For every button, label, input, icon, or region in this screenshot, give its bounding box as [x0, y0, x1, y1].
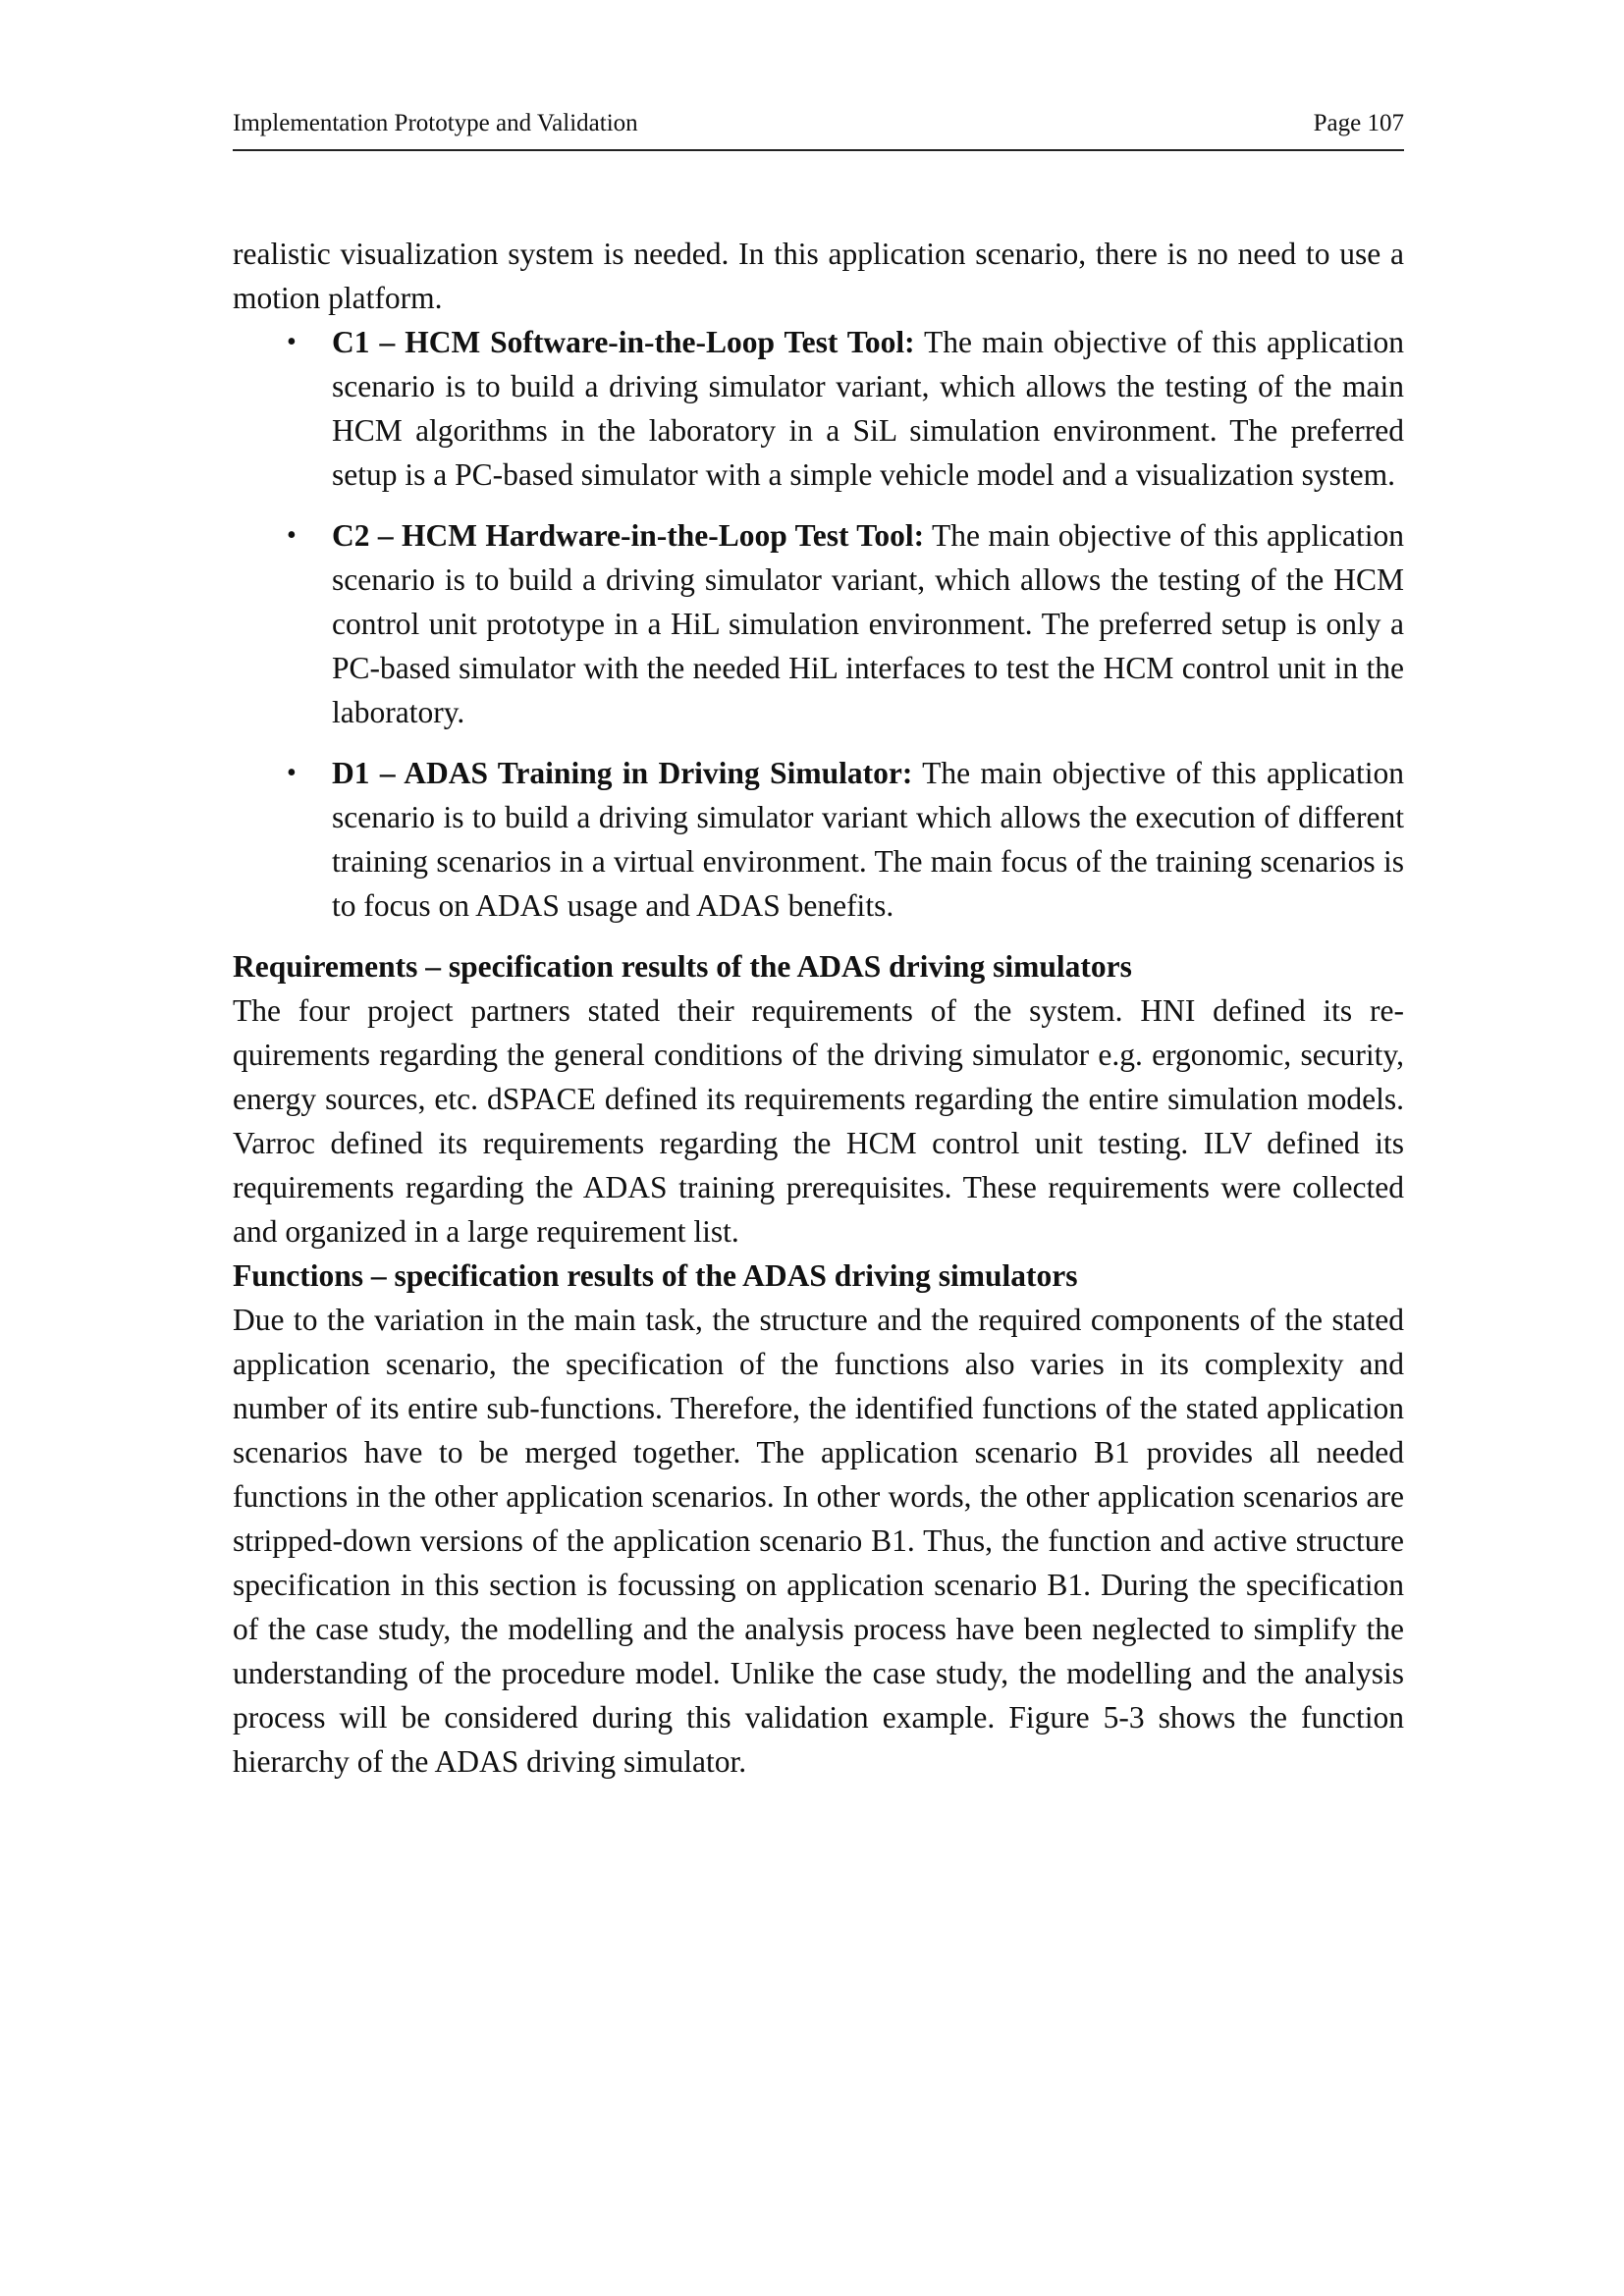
bullet-icon: •: [287, 758, 297, 788]
page-header: [233, 108, 1404, 151]
list-item-body: The main objective of this application scenario is to build a driving simulator variant which allows the execution of different training scenarios in a virtual environment. The main focus of the training scenarios is to focus on ADAS usage and ADAS benefits.: [332, 756, 1404, 923]
list-item-body: The main objective of this application scenario is to build a driving simulator variant, which allows the testing of the main HCM algorithms in the laboratory in a SiL simulation environment. The preferred setup is a PC-based simulator with a simple vehicle model and a visualization system.: [332, 325, 1404, 492]
list-item-body: The main objective of this application scenario is to build a driving simulator variant, which allows the testing of the HCM control unit prototype in a HiL simulation environment. The preferred setup is only a PC-based simulator with the needed HiL interfaces to test the HCM control unit in the laboratory.: [332, 518, 1404, 729]
list-item-text: [332, 320, 1404, 497]
scenario-list: [233, 320, 1404, 928]
list-item-term: D1 – ADAS Training in Driving Simulator:: [332, 756, 913, 790]
bullet-icon: •: [287, 327, 297, 357]
intro-paragraph: realistic visualization system is needed. In this application scenario, there is no need to use a motion platform.: [233, 237, 1404, 315]
functions-heading: Functions – specification results of the ADAS driving simulators: [233, 1258, 1078, 1293]
requirements-heading: Requirements – specification results of the ADAS driving simulators: [233, 949, 1132, 984]
page-body: [233, 232, 1404, 1784]
list-item: [233, 751, 1404, 928]
page-number: Page 107: [1313, 110, 1404, 136]
list-item: [233, 320, 1404, 497]
list-item: [233, 513, 1404, 734]
list-item-text: [332, 513, 1404, 734]
functions-paragraph: Due to the variation in the main task, the structure and the required components of the stated application scenario, the specification of the functions also varies in its complexity and number of its entire sub-functions. Therefore, the identified functions of the stated application scenarios have to be merged together. The application scenario B1 provides all needed functions in the other application scenarios. In other words, the other application scenarios are stripped-down versions of the application scenario B1. Thus, the function and active structure specification in this section is focussing on application scenario B1. During the specification of the case study, the modelling and the analysis process have been neglected to simplify the understanding of the procedure model. Unlike the case study, the modelling and the analysis process will be considered during this validation example. Figure 5-3 shows the function hierarchy of the ADAS driving simulator.: [233, 1303, 1404, 1779]
bullet-icon: •: [287, 520, 297, 551]
requirements-paragraph: The four project partners stated their requirements of the system. HNI defined its requirements regarding the general conditions of the driving simulator e.g. ergonomic, security, energy sources, etc. dSPACE defined its requirements regarding the entire simulation models. Varroc defined its requirements regarding the HCM control unit testing. ILV defined its requirements regarding the ADAS training prerequisites. These requirements were collected and organized in a large requirement list.: [233, 993, 1404, 1249]
list-item-text: [332, 751, 1404, 928]
list-item-term: C1 – HCM Software-in-the-Loop Test Tool:: [332, 325, 915, 359]
list-item-term: C2 – HCM Hardware-in-the-Loop Test Tool:: [332, 518, 925, 553]
running-title: Implementation Prototype and Validation: [233, 110, 638, 136]
